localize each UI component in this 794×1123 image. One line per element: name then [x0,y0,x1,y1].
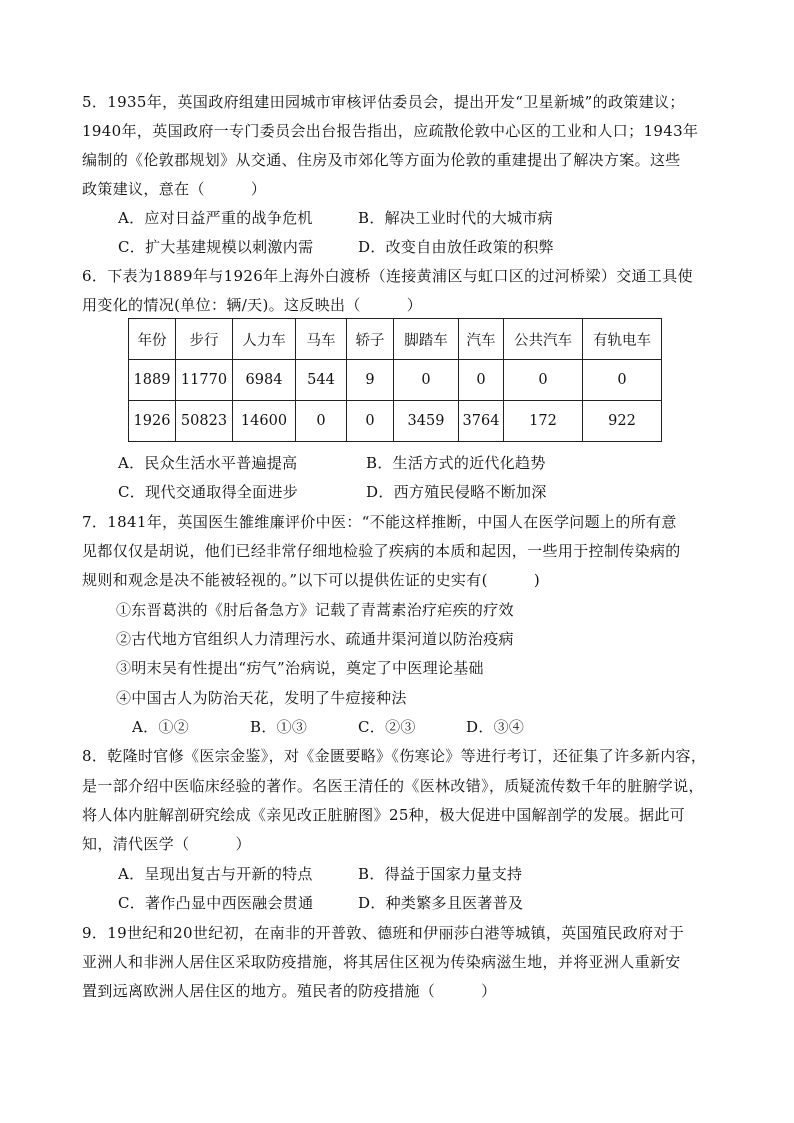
q9-line-2: 亚洲人和非洲人居住区采取防疫措施，将其居住区视为传染病滋生地，并将亚洲人重新安 [82,953,681,971]
table-header-cell: 年份 [129,319,176,360]
table-cell: 544 [296,360,347,401]
q7-option-a[interactable]: A．①② [132,718,190,736]
table-cell: 50823 [176,401,233,442]
q8-line-3: 将人体内脏解剖研究绘成《亲见改正脏腑图》25种，极大促进中国解剖学的发展。据此可 [82,806,686,824]
q8-option-a[interactable]: A．呈现出复古与开新的特点 [118,865,313,883]
table-header-cell: 轿子 [347,319,394,360]
table-cell: 6984 [233,360,296,401]
table-cell: 0 [394,360,459,401]
table-header-cell: 步行 [176,319,233,360]
q5-option-d[interactable]: D．改变自由放任政策的积弊 [358,238,554,256]
q8-option-b[interactable]: B．得益于国家力量支持 [358,865,523,883]
q9-line-3: 置到远离欧洲人居住区的地方。殖民者的防疫措施（ ） [82,982,497,1000]
table-row [129,401,662,442]
q5-option-a[interactable]: A．应对日益严重的战争危机 [118,209,313,227]
q7-line-2: 见都仅仅是胡说，他们已经非常仔细地检验了疾病的本质和起因，一些用于控制传染病的 [82,542,681,560]
q7-item-1: ①东晋葛洪的《肘后备急方》记载了青蒿素治疗疟疾的疗效 [116,601,514,619]
table-cell: 0 [347,401,394,442]
table-cell: 1889 [129,360,176,401]
table-header-row [129,319,662,360]
table-cell: 0 [459,360,504,401]
table-header-cell: 有轨电车 [583,319,662,360]
q6-option-d[interactable]: D．西方殖民侵略不断加深 [366,483,547,501]
q5-line-2: 1940年，英国政府一专门委员会出台报告指出，应疏散伦敦中心区的工业和人口；1943年 [82,122,699,140]
table-cell: 0 [504,360,583,401]
q7-item-4: ④中国古人为防治天花，发明了牛痘接种法 [116,689,407,707]
q9-line-1: 9．19世纪和20世纪初，在南非的开普敦、德班和伊丽莎白港等城镇，英国殖民政府对于 [82,924,685,942]
q5-option-c[interactable]: C．扩大基建规模以刺激内需 [118,238,314,256]
q6-option-c[interactable]: C．现代交通取得全面进步 [118,483,299,501]
table-row [129,360,662,401]
q6-line-1: 6．下表为1889年与1926年上海外白渡桥（连接黄浦区与虹口区的过河桥梁）交通工具使 [82,267,693,285]
q7-item-2: ②古代地方官组织人力清理污水、疏通井渠河道以防治疫病 [116,630,514,648]
table-header-cell: 汽车 [459,319,504,360]
table-cell: 172 [504,401,583,442]
q8-option-c[interactable]: C．著作凸显中西医融会贯通 [118,894,314,912]
q5-option-b[interactable]: B．解决工业时代的大城市病 [358,209,553,227]
table-cell: 0 [296,401,347,442]
table-cell: 1926 [129,401,176,442]
q5-line-4: 政策建议，意在（ ） [82,180,267,198]
q8-line-4: 知，清代医学（ ） [82,835,251,853]
q7-option-b[interactable]: B．①③ [250,718,308,736]
q8-line-2: 是一部介绍中医临床经验的著作。名医王清任的《医林改错》，质疑流传数千年的脏腑学说， [82,777,704,795]
traffic-table [128,318,662,442]
table-cell: 9 [347,360,394,401]
table-cell: 3764 [459,401,504,442]
table-cell: 922 [583,401,662,442]
q6-line-2: 用变化的情况(单位：辆/天)。这反映出（ ） [82,296,423,314]
q8-option-d[interactable]: D．种类繁多且医著普及 [358,894,524,912]
q8-line-1: 8．乾隆时官修《医宗金鉴》，对《金匮要略》《伤寒论》等进行考订，还征集了许多新内容， [82,747,707,765]
table-header-cell: 脚踏车 [394,319,459,360]
table-cell: 3459 [394,401,459,442]
q7-option-d[interactable]: D．③④ [466,718,525,736]
q5-line-1: 5．1935年，英国政府组建田园城市审核评估委员会，提出开发“卫星新城”的政策建议； [82,93,685,111]
table-cell: 14600 [233,401,296,442]
table-header-cell: 人力车 [233,319,296,360]
q6-option-a[interactable]: A．民众生活水平普遍提高 [118,454,298,472]
q7-line-3: 规则和观念是决不能被轻视的。”以下可以提供佐证的史实有( ) [82,571,541,589]
q5-line-3: 编制的《伦敦郡规划》从交通、住房及市郊化等方面为伦敦的重建提出了解决方案。这些 [82,151,681,169]
q7-item-3: ③明末吴有性提出“疠气”治病说，奠定了中医理论基础 [116,659,484,677]
table-header-cell: 公共汽车 [504,319,583,360]
q6-option-b[interactable]: B．生活方式的近代化趋势 [366,454,546,472]
q7-option-c[interactable]: C．②③ [358,718,416,736]
table-header-cell: 马车 [296,319,347,360]
q7-line-1: 7．1841年，英国医生雒维廉评价中医：“不能这样推断，中国人在医学问题上的所有意 [82,513,677,531]
table-cell: 0 [583,360,662,401]
table-cell: 11770 [176,360,233,401]
